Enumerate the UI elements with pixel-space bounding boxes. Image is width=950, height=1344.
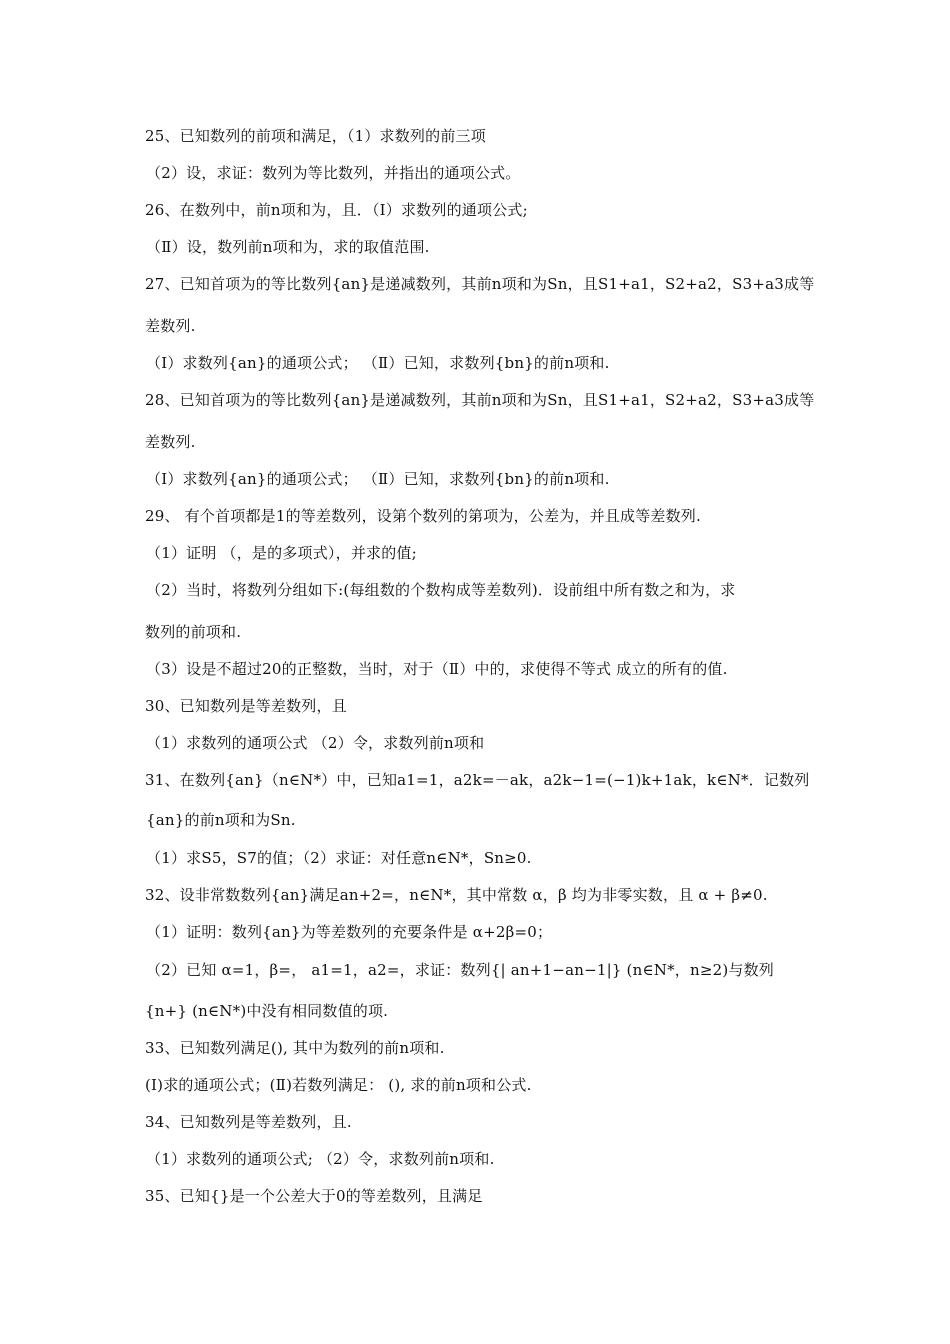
problem-28-line-1: 28、已知首项为的等比数列{an}是递减数列，其前n项和为Sn，且S1+a1，S2+a2，S3+a3成等 <box>145 391 815 409</box>
problem-32-line-2: （1）证明：数列{an}为等差数列的充要条件是 α+2β=0； <box>146 923 553 941</box>
problem-28-line-3: （Ⅰ）求数列{an}的通项公式； （Ⅱ）已知，求数列{bn}的前n项和. <box>146 470 610 488</box>
problem-31-line-3: （1）求S5，S7的值；（2）求证：对任意n∈N*，Sn≥0. <box>146 849 532 867</box>
problem-35-line-1: 35、已知{}是一个公差大于0的等差数列，且满足 <box>145 1187 483 1205</box>
problem-32-line-3: （2）已知 α=1，β=， a1=1，a2=，求证：数列{| an+1−an−1|} (n∈N*，n≥2)与数列 <box>146 961 775 979</box>
problem-27-line-2: 差数列. <box>145 317 196 335</box>
problem-31-line-1: 31、在数列{an}（n∈N*）中，已知a1=1，a2k=－ak，a2k−1=(−1)k+1ak，k∈N*．记数列 <box>145 771 810 789</box>
problem-30-line-2: （1）求数列的通项公式 （2）令，求数列前n项和 <box>146 734 485 752</box>
problem-29-line-1: 29、 有个首项都是1的等差数列，设第个数列的第项为，公差为，并且成等差数列. <box>145 507 701 525</box>
problem-30-line-1: 30、已知数列是等差数列，且 <box>145 697 347 715</box>
problem-33-line-1: 33、已知数列满足(), 其中为数列的前n项和. <box>145 1039 445 1057</box>
problem-27-line-3: （Ⅰ）求数列{an}的通项公式； （Ⅱ）已知，求数列{bn}的前n项和. <box>146 354 610 372</box>
problem-29-line-5: （3）设是不超过20的正整数，当时，对于（Ⅱ）中的，求使得不等式 成立的所有的值. <box>146 660 728 678</box>
problem-26-line-1: 26、在数列中，前n项和为，且．（Ⅰ）求数列的通项公式; <box>145 201 528 219</box>
problem-29-line-4: 数列的前项和. <box>145 623 242 641</box>
problem-29-line-2: （1）证明 （，是的多项式），并求的值; <box>146 544 417 562</box>
problem-34-line-2: （1）求数列的通项公式; （2）令，求数列前n项和. <box>146 1150 495 1168</box>
problem-29-line-3: （2）当时，将数列分组如下:(每组数的个数构成等差数列)．设前组中所有数之和为，求 <box>146 581 736 599</box>
problem-27-line-1: 27、已知首项为的等比数列{an}是递减数列，其前n项和为Sn，且S1+a1，S2+a2，S3+a3成等 <box>145 275 815 293</box>
problem-25-line-2: （2）设，求证：数列为等比数列，并指出的通项公式。 <box>146 164 521 182</box>
problem-32-line-1: 32、设非常数数列{an}满足an+2=，n∈N*，其中常数 α，β 均为非零实数，且 α + β≠0. <box>145 886 768 904</box>
problem-31-line-2: {an}的前n项和为Sn. <box>146 811 296 829</box>
problem-28-line-2: 差数列. <box>145 433 196 451</box>
problem-32-line-4: {n+} (n∈N*)中没有相同数值的项. <box>145 1002 389 1020</box>
problem-33-line-2: (Ⅰ)求的通项公式；(Ⅱ)若数列满足： (), 求的前n项和公式. <box>145 1076 532 1094</box>
problem-25-line-1: 25、已知数列的前项和满足，（1）求数列的前三项 <box>145 127 486 145</box>
problem-34-line-1: 34、已知数列是等差数列，且. <box>145 1113 352 1131</box>
problem-26-line-2: （Ⅱ）设，数列前n项和为，求的取值范围. <box>146 238 430 256</box>
